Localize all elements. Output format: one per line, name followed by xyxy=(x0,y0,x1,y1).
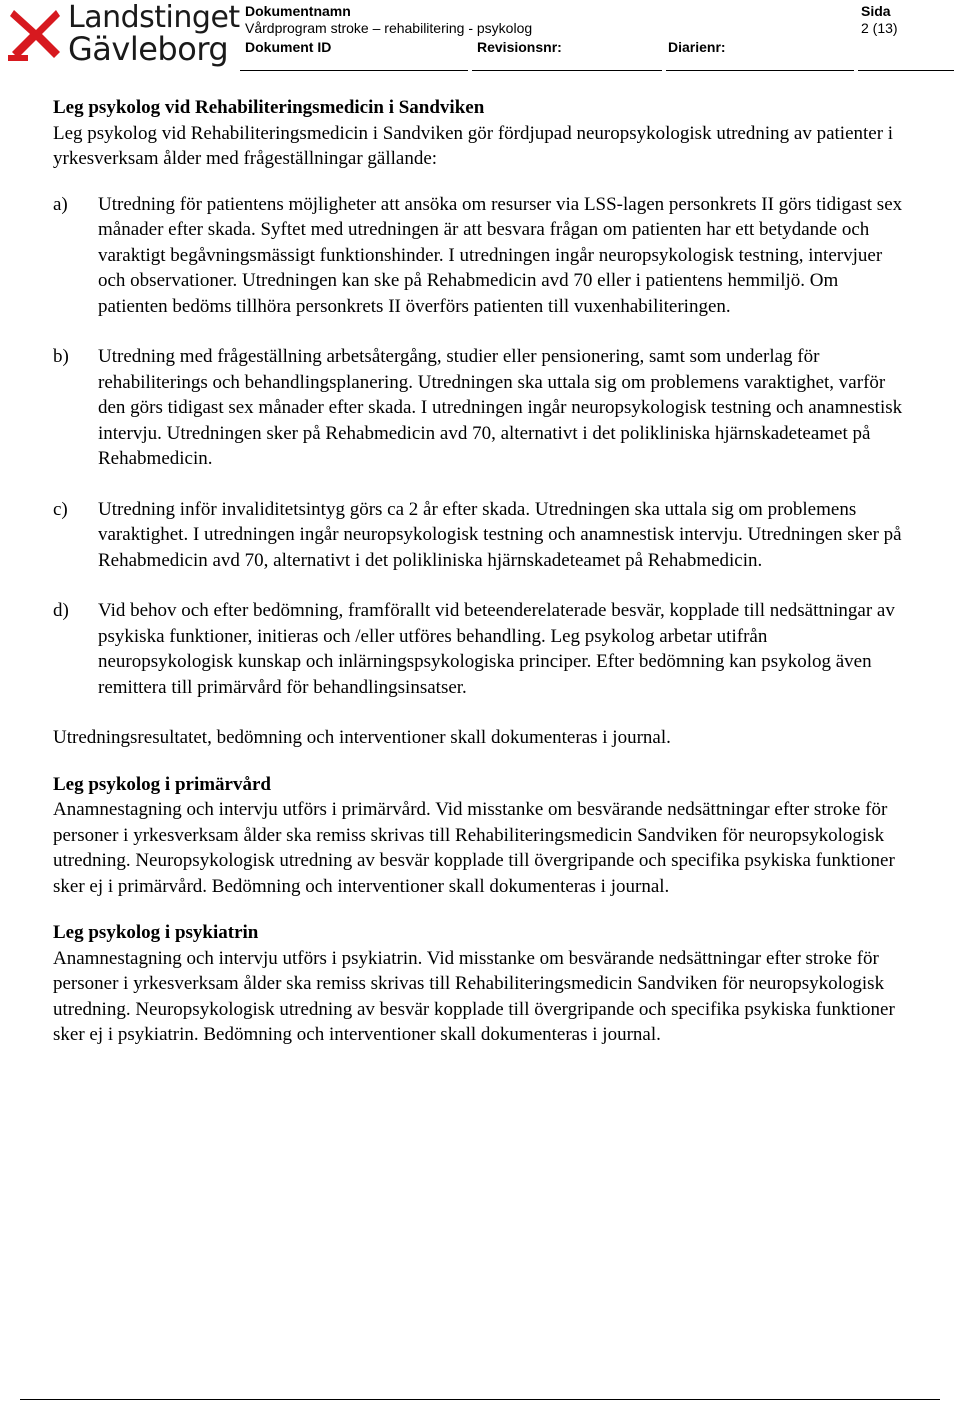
doc-name-value: Vårdprogram stroke – rehabilitering - psykolog xyxy=(245,20,533,36)
doc-name-label: Dokumentnamn xyxy=(245,3,351,19)
header-rule-3 xyxy=(666,70,854,71)
revision-label: Revisionsnr: xyxy=(477,39,562,55)
header-rule-4 xyxy=(858,70,954,71)
page-label: Sida xyxy=(861,3,891,19)
header-rule-1 xyxy=(240,70,468,71)
page-header xyxy=(0,0,960,72)
list-item-text: Utredning med frågeställning arbetsåtergång, studier eller pensionering, samt som underlag för rehabiliterings och behandlingsplanering. Utredningen ska uttala sig om problemens varaktighet, varför den görs tidigast sex månader efter skada. I utredningen ingår neuropsykologisk testning och anamnestisk intervju. Utredningen sker på Rehabmedicin avd 70, alternativt i det polikliniska hjärnskadeteamet på Rehabmedicin. xyxy=(98,346,903,469)
assessment-list xyxy=(53,192,903,701)
list-item xyxy=(53,598,903,700)
section-body-primary-care: Anamnestagning och intervju utförs i primärvård. Vid misstanke om besvärande nedsättningar efter stroke för personer i yrkesverksam ålder ska remiss skrivas till Rehabiliteringsmedicin Sandviken för neuropsykologisk utredning. Neuropsykologisk utredning av besvär kopplade till övergripande och specifika psykiska funktioner sker ej i primärvård. Bedömning och interventioner skall dokumenteras i journal. xyxy=(53,799,895,897)
list-item-label: a) xyxy=(53,193,68,215)
logo-line1: Landstinget xyxy=(68,0,240,35)
list-item-text: Utredning för patientens möjligheter att ansöka om resurser via LSS-lagen personkrets II görs tidigast sex månader efter skada. Syftet med utredningen är att besvara frågan om patienten har ett betydande och varaktigt begåvningsmässigt funktionshinder. I utredningen ingår neuropsykologisk testning, intervjuer och observationer. Utredningen kan ske på Rehabmedicin avd 70 eller i patientens hemmiljö. Om patienten bedöms tillhöra personkrets II överförs patienten till vuxenhabiliteringen. xyxy=(98,193,903,317)
diary-label: Diarienr: xyxy=(668,39,726,55)
landstinget-logo xyxy=(6,0,240,68)
section-body-psychiatry: Anamnestagning och intervju utförs i psykiatrin. Vid misstanke om besvärande nedsättningar efter stroke för personer i yrkesverksam ålder ska remiss skrivas till Rehabiliteringsmedicin Sandviken för neuropsykologisk utredning. Neuropsykologisk utredning av besvär kopplade till övergripande och specifika psykiska funktioner sker ej i psykiatrin. Bedömning och interventioner skall dokumenteras i journal. xyxy=(53,947,895,1045)
document-body xyxy=(53,95,903,1048)
page-number: 2 (13) xyxy=(861,20,898,36)
list-item-text: Utredning inför invaliditetsintyg görs ca 2 år efter skada. Utredningen ska uttala sig om problemens varaktighet. I utredningen ingår neuropsykologisk testning och anamnestisk intervju. Utredningen sker på Rehabmedicin avd 70, alternativt i det polikliniska hjärnskadeteamet på Rehabmedicin. xyxy=(98,498,902,571)
footer-rule xyxy=(20,1399,940,1400)
section-primary-care xyxy=(53,772,903,900)
logo-line2: Gävleborg xyxy=(68,30,229,68)
section-intro-rehab: Leg psykolog vid Rehabiliteringsmedicin i Sandviken gör fördjupad neuropsykologisk utredning av patienter i yrkesverksam ålder med frågeställningar gällande: xyxy=(53,122,894,169)
list-item xyxy=(53,192,903,320)
list-item-label: c) xyxy=(53,498,68,520)
list-item xyxy=(53,344,903,472)
section-psychiatry xyxy=(53,920,903,1048)
section-summary-rehab: Utredningsresultatet, bedömning och interventioner skall dokumenteras i journal. xyxy=(53,727,671,748)
list-item-label: d) xyxy=(53,600,69,621)
header-rule-2 xyxy=(472,70,662,71)
list-item-text: Vid behov och efter bedömning, framförallt vid beteenderelaterade besvär, kopplade till nedsättningar av psykiska funktioner, initieras och /eller utföres behandling. Leg psykolog arbetar utifrån neuropsykologisk kunskap och inlärningspsykologiska principer. Efter bedömning kan psykolog även remittera till primärvård för behandlingsinsatser. xyxy=(98,600,895,698)
list-item xyxy=(53,497,903,574)
section-title-primary-care: Leg psykolog i primärvård xyxy=(53,773,271,795)
section-title-rehab: Leg psykolog vid Rehabiliteringsmedicin i Sandviken xyxy=(53,97,485,118)
doc-id-label: Dokument ID xyxy=(245,39,332,55)
logo-emblem-icon xyxy=(8,6,62,62)
section-title-psychiatry: Leg psykolog i psykiatrin xyxy=(53,922,259,943)
list-item-label: b) xyxy=(53,346,69,367)
